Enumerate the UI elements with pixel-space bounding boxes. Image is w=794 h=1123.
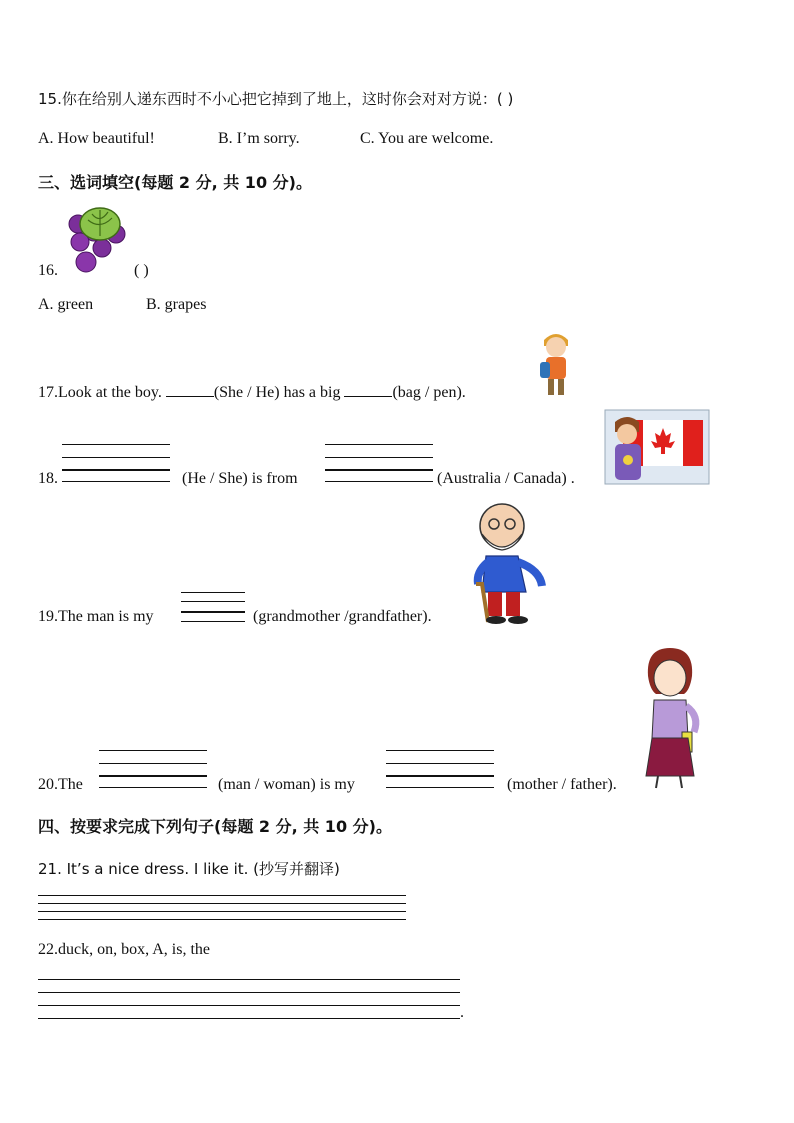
q19-part-b: (grandmother /grandfather). — [253, 608, 432, 625]
q22-text: 22.duck, on, box, A, is, the — [38, 941, 210, 958]
q17-blank-1[interactable] — [166, 384, 214, 397]
q18-part-b: (Australia / Canada) . — [437, 470, 575, 487]
q17-part-c: (bag / pen). — [392, 384, 466, 401]
q17-part-b: (She / He) has a big — [213, 384, 341, 401]
q18-number: 18. — [38, 470, 58, 487]
q15-option-b: B. I’m sorry. — [218, 130, 300, 147]
q17-blank-2[interactable] — [344, 384, 392, 397]
q16-answer-paren: ( ) — [134, 262, 149, 279]
q19-writing-lines[interactable] — [181, 592, 245, 624]
q18-part-a: (He / She) is from — [182, 470, 298, 487]
q17-part-a: 17.Look at the boy. — [38, 384, 162, 401]
q16-number: 16. — [38, 262, 58, 279]
q17-line — [38, 384, 466, 402]
q18-writing-lines-2[interactable] — [325, 444, 433, 484]
q20-part-c: (mother / father). — [507, 776, 617, 793]
canada-flag-boy-icon — [605, 410, 709, 484]
q21-writing-lines[interactable] — [38, 895, 406, 921]
section-3-title: 三、选词填空(每题 2 分, 共 10 分)。 — [38, 173, 312, 192]
q19-part-a: 19.The man is my — [38, 608, 154, 625]
q15-option-a: A. How beautiful! — [38, 130, 155, 147]
q20-part-b: (man / woman) is my — [218, 776, 355, 793]
q15-text: 15.你在给别人递东西时不小心把它掉到了地上，这时你会对对方说：( ) — [38, 90, 514, 108]
section-4-title: 四、按要求完成下列句子(每题 2 分, 共 10 分)。 — [38, 817, 392, 836]
q20-writing-lines-1[interactable] — [99, 750, 207, 790]
q22-writing-lines[interactable] — [38, 979, 460, 1019]
grapes-icon — [64, 202, 130, 276]
q18-writing-lines-1[interactable] — [62, 444, 170, 484]
q20-part-a: 20.The — [38, 776, 83, 793]
q22-end-period: . — [460, 1004, 464, 1021]
q16-option-b: B. grapes — [146, 296, 207, 313]
grandfather-icon — [466, 500, 550, 624]
q16-option-a: A. green — [38, 296, 94, 313]
q15-option-c: C. You are welcome. — [360, 130, 494, 147]
woman-icon — [640, 646, 704, 792]
boy-with-backpack-icon — [536, 330, 576, 400]
q21-text: 21. It’s a nice dress. I like it. (抄写并翻译) — [38, 860, 340, 878]
q20-writing-lines-2[interactable] — [386, 750, 494, 790]
